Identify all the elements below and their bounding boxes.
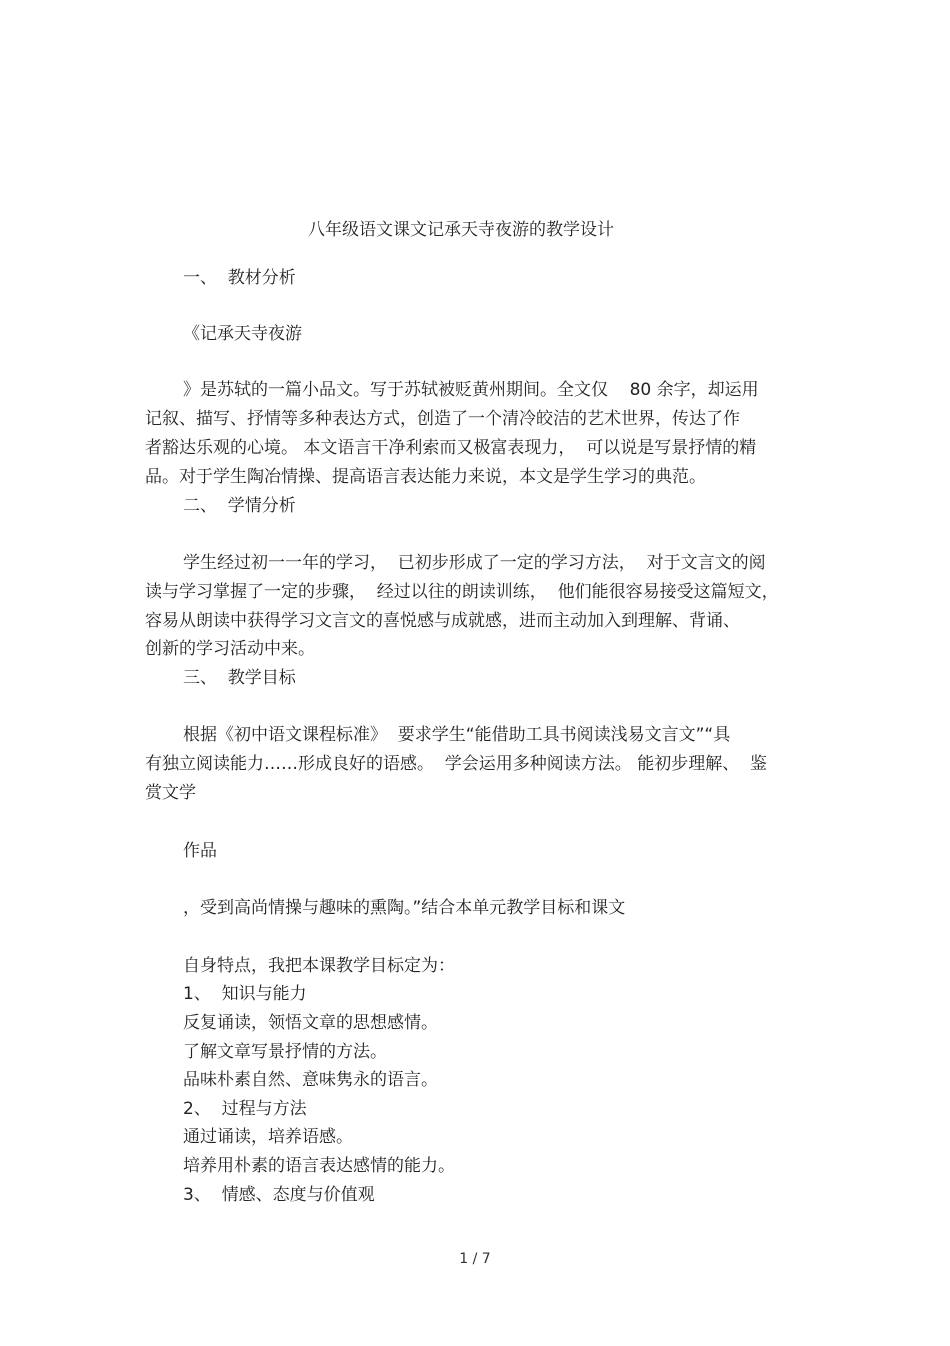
paragraph-line: 赏文学: [145, 783, 196, 803]
list-item: 通过诵读，培养语感。: [183, 1127, 353, 1147]
goal-heading-knowledge: 1、 知识与能力: [183, 984, 307, 1004]
list-item: 了解文章写景抒情的方法。: [183, 1042, 387, 1062]
paragraph-line: 读与学习掌握了一定的步骤， 经过以往的朗读训练， 他们能很容易接受这篇短文，: [145, 582, 779, 602]
document-title: 八年级语文课文记承天寺夜游的教学设计: [308, 220, 614, 240]
paragraph-line: 《记承天寺夜游: [183, 324, 302, 344]
goal-heading-process: 2、 过程与方法: [183, 1099, 307, 1119]
paragraph-line: 品。对于学生陶冶情操、提高语言表达能力来说，本文是学生学习的典范。: [145, 467, 706, 487]
paragraph-line: 学生经过初一一年的学习， 已初步形成了一定的学习方法， 对于文言文的阅: [183, 553, 766, 573]
section-heading-materials: 一、 教材分析: [183, 268, 296, 288]
paragraph-line: 记叙、描写、抒情等多种表达方式，创造了一个清冷皎洁的艺术世界，传达了作: [145, 409, 740, 429]
paragraph-line: 有独立阅读能力……形成良好的语感。 学会运用多种阅读方法。 能初步理解、 鉴: [145, 754, 768, 774]
list-item: 培养用朴素的语言表达感情的能力。: [183, 1156, 455, 1176]
paragraph-line: 自身特点，我把本课教学目标定为：: [183, 956, 455, 976]
paragraph-line: 创新的学习活动中来。: [145, 639, 315, 659]
goal-heading-attitude: 3、 情感、态度与价值观: [183, 1185, 375, 1205]
section-heading-students: 二、 学情分析: [183, 496, 296, 516]
paragraph-line: 者豁达乐观的心境。 本文语言干净利索而又极富表现力， 可以说是写景抒情的精: [145, 438, 757, 458]
paragraph-line: 》是苏轼的一篇小品文。写于苏轼被贬黄州期间。全文仅 80 余字，却运用: [183, 380, 759, 400]
list-item: 反复诵读，领悟文章的思想感情。: [183, 1013, 438, 1033]
paragraph-line: 容易从朗读中获得学习文言文的喜悦感与成就感，进而主动加入到理解、背诵、: [145, 611, 740, 631]
page-number: 1 / 7: [459, 1251, 491, 1267]
paragraph-line: ，受到高尚情操与趣味的熏陶。”结合本单元教学目标和课文: [183, 898, 626, 918]
paragraph-line: 作品: [183, 841, 217, 861]
list-item: 品味朴素自然、意味隽永的语言。: [183, 1070, 438, 1090]
section-heading-goals: 三、 教学目标: [183, 668, 296, 688]
paragraph-line: 根据《初中语文课程标准》 要求学生“能借助工具书阅读浅易文言文”“具: [183, 725, 731, 745]
